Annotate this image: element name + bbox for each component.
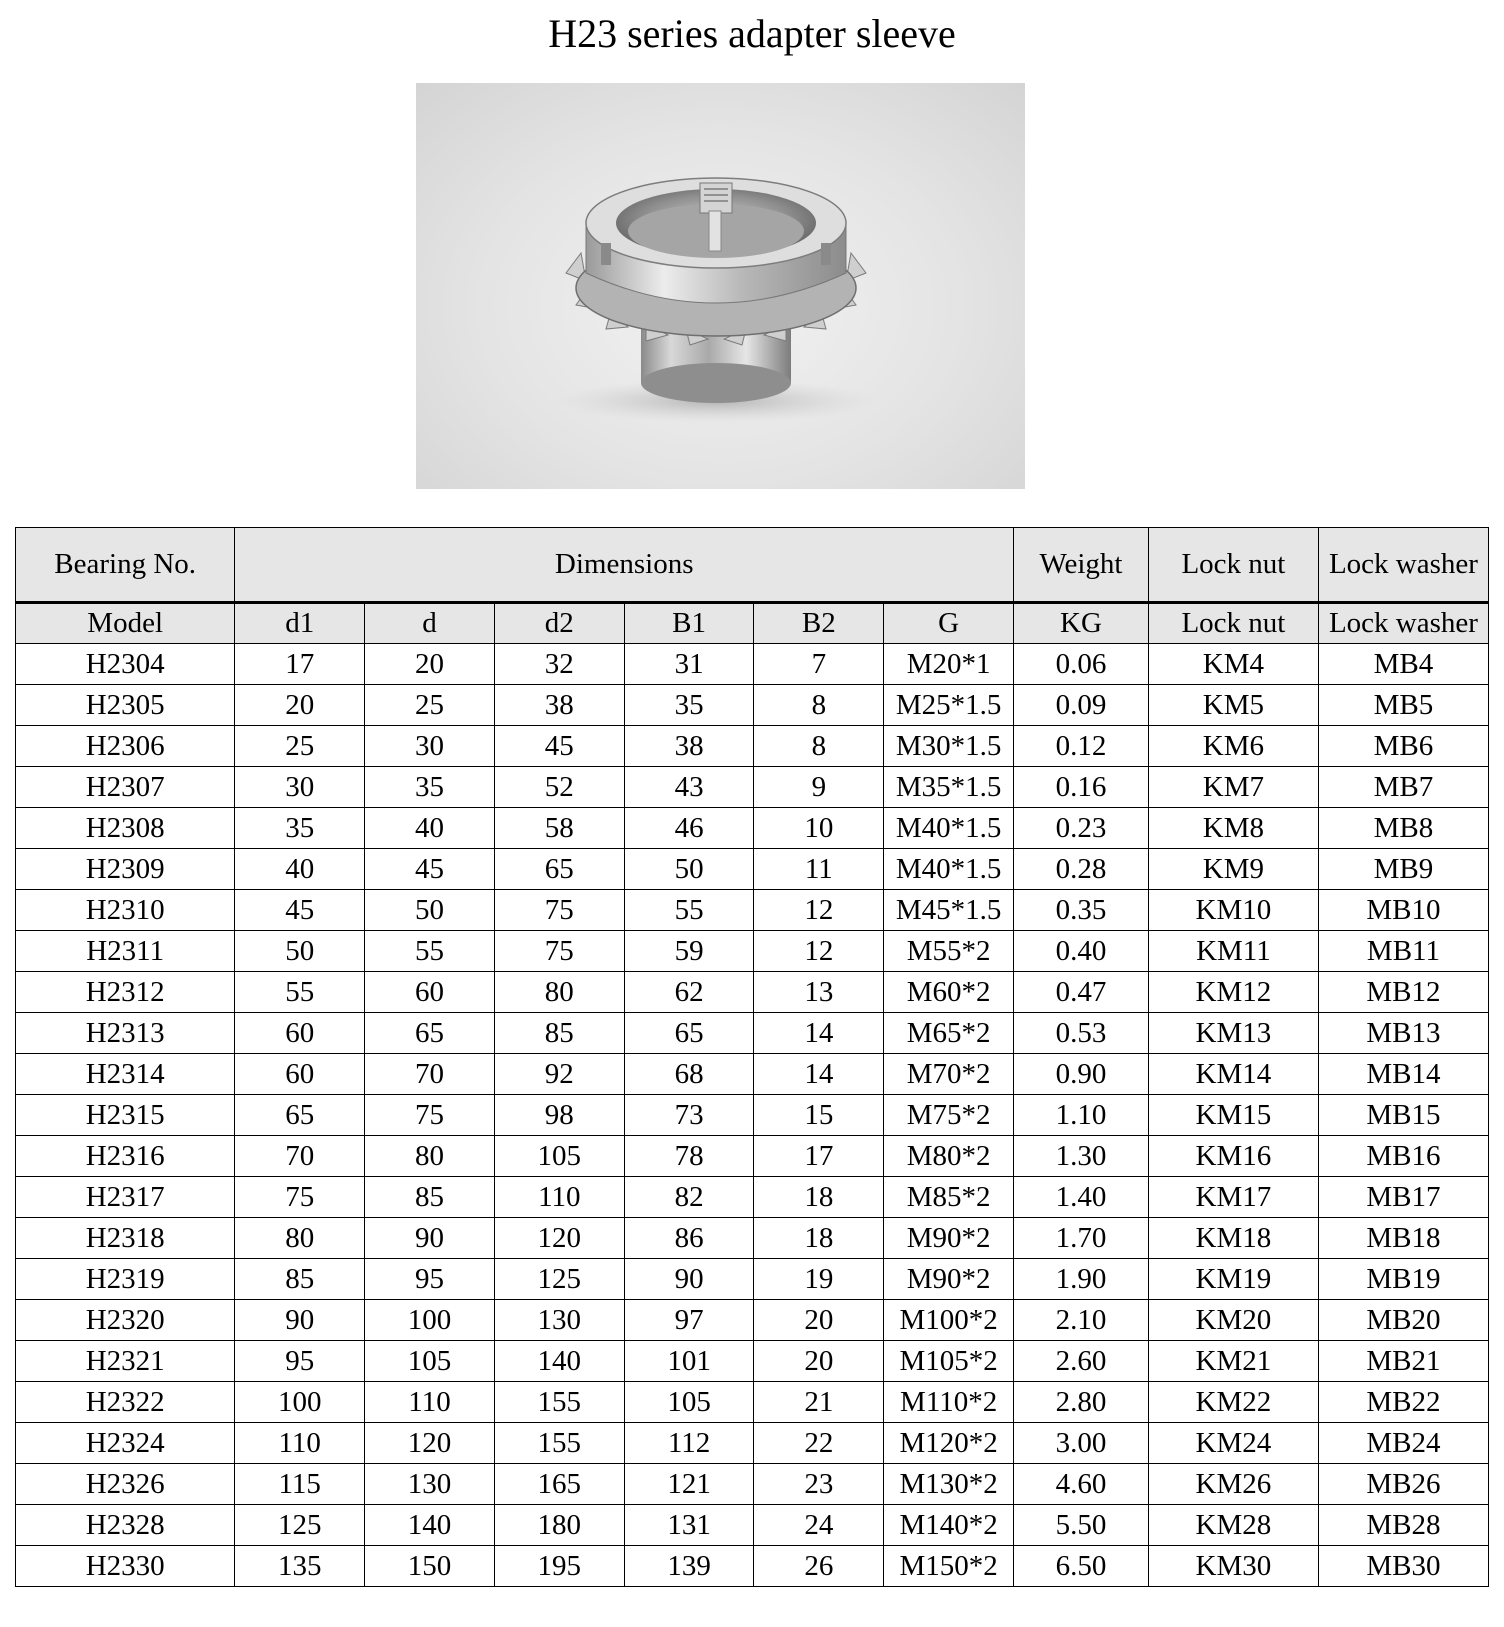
table-cell: MB12	[1318, 972, 1488, 1013]
table-cell: 22	[754, 1423, 884, 1464]
table-cell: H2313	[16, 1013, 235, 1054]
table-cell: 75	[494, 931, 624, 972]
table-cell: 100	[235, 1382, 365, 1423]
table-cell: 180	[494, 1505, 624, 1546]
table-cell: M20*1	[884, 644, 1014, 685]
table-cell: 82	[624, 1177, 754, 1218]
table-cell: H2310	[16, 890, 235, 931]
table-cell: 55	[365, 931, 495, 972]
table-cell: M90*2	[884, 1218, 1014, 1259]
table-cell: 52	[494, 767, 624, 808]
table-row	[16, 644, 1489, 685]
table-cell: KM6	[1148, 726, 1318, 767]
table-cell: 85	[235, 1259, 365, 1300]
table-cell: 135	[235, 1546, 365, 1587]
table-cell: KM22	[1148, 1382, 1318, 1423]
table-cell: 32	[494, 644, 624, 685]
table-cell: 0.06	[1014, 644, 1149, 685]
table-cell: 105	[494, 1136, 624, 1177]
table-cell: KM19	[1148, 1259, 1318, 1300]
table-cell: KM4	[1148, 644, 1318, 685]
table-cell: MB20	[1318, 1300, 1488, 1341]
table-cell: 20	[754, 1300, 884, 1341]
table-cell: 125	[235, 1505, 365, 1546]
table-cell: 75	[494, 890, 624, 931]
table-cell: M60*2	[884, 972, 1014, 1013]
table-cell: 30	[235, 767, 365, 808]
table-cell: H2308	[16, 808, 235, 849]
table-cell: M85*2	[884, 1177, 1014, 1218]
table-cell: 0.40	[1014, 931, 1149, 972]
table-cell: KM14	[1148, 1054, 1318, 1095]
table-cell: 20	[235, 685, 365, 726]
table-cell: M35*1.5	[884, 767, 1014, 808]
table-cell: H2324	[16, 1423, 235, 1464]
table-cell: 31	[624, 644, 754, 685]
table-cell: H2312	[16, 972, 235, 1013]
table-cell: H2311	[16, 931, 235, 972]
table-cell: 0.16	[1014, 767, 1149, 808]
table-cell: 125	[494, 1259, 624, 1300]
table-cell: 80	[494, 972, 624, 1013]
table-cell: KM16	[1148, 1136, 1318, 1177]
table-cell: 19	[754, 1259, 884, 1300]
column-header: G	[884, 603, 1014, 644]
table-cell: M105*2	[884, 1341, 1014, 1382]
table-row	[16, 1218, 1489, 1259]
table-cell: MB7	[1318, 767, 1488, 808]
table-cell: 131	[624, 1505, 754, 1546]
table-cell: M40*1.5	[884, 808, 1014, 849]
table-cell: 100	[365, 1300, 495, 1341]
table-cell: H2304	[16, 644, 235, 685]
table-cell: 5.50	[1014, 1505, 1149, 1546]
column-header: Model	[16, 603, 235, 644]
table-cell: 14	[754, 1013, 884, 1054]
table-cell: M130*2	[884, 1464, 1014, 1505]
table-cell: 95	[365, 1259, 495, 1300]
table-cell: KM18	[1148, 1218, 1318, 1259]
table-cell: 0.35	[1014, 890, 1149, 931]
table-cell: 14	[754, 1054, 884, 1095]
table-cell: 110	[235, 1423, 365, 1464]
table-cell: 85	[365, 1177, 495, 1218]
table-cell: 105	[365, 1341, 495, 1382]
table-cell: 23	[754, 1464, 884, 1505]
table-cell: 45	[365, 849, 495, 890]
column-header: d	[365, 603, 495, 644]
lock-washer-header: Lock washer	[1318, 528, 1488, 603]
table-row	[16, 1423, 1489, 1464]
table-row	[16, 1505, 1489, 1546]
table-cell: 1.10	[1014, 1095, 1149, 1136]
table-cell: 15	[754, 1095, 884, 1136]
table-cell: H2306	[16, 726, 235, 767]
table-cell: H2309	[16, 849, 235, 890]
table-cell: KM8	[1148, 808, 1318, 849]
table-cell: 50	[624, 849, 754, 890]
table-cell: M110*2	[884, 1382, 1014, 1423]
table-cell: 0.28	[1014, 849, 1149, 890]
table-cell: 90	[624, 1259, 754, 1300]
table-cell: MB19	[1318, 1259, 1488, 1300]
table-cell: 30	[365, 726, 495, 767]
table-cell: H2321	[16, 1341, 235, 1382]
table-cell: KM28	[1148, 1505, 1318, 1546]
table-cell: MB13	[1318, 1013, 1488, 1054]
table-cell: 60	[235, 1054, 365, 1095]
page-title: H23 series adapter sleeve	[548, 11, 956, 56]
table-row	[16, 931, 1489, 972]
table-cell: 110	[365, 1382, 495, 1423]
table-row	[16, 1054, 1489, 1095]
table-cell: 140	[365, 1505, 495, 1546]
table-cell: 80	[235, 1218, 365, 1259]
table-cell: M70*2	[884, 1054, 1014, 1095]
spec-table	[15, 527, 1489, 1587]
table-row	[16, 1382, 1489, 1423]
table-cell: 59	[624, 931, 754, 972]
table-cell: MB10	[1318, 890, 1488, 931]
column-header: Lock washer	[1318, 603, 1488, 644]
table-cell: 65	[624, 1013, 754, 1054]
table-cell: 95	[235, 1341, 365, 1382]
column-header: KG	[1014, 603, 1149, 644]
table-cell: 139	[624, 1546, 754, 1587]
table-cell: 13	[754, 972, 884, 1013]
table-cell: 20	[754, 1341, 884, 1382]
table-cell: MB26	[1318, 1464, 1488, 1505]
table-row	[16, 808, 1489, 849]
table-cell: 78	[624, 1136, 754, 1177]
table-cell: MB24	[1318, 1423, 1488, 1464]
table-cell: 120	[494, 1218, 624, 1259]
table-cell: 80	[365, 1136, 495, 1177]
table-cell: 0.23	[1014, 808, 1149, 849]
table-cell: M80*2	[884, 1136, 1014, 1177]
table-cell: 0.09	[1014, 685, 1149, 726]
table-cell: MB21	[1318, 1341, 1488, 1382]
table-cell: 24	[754, 1505, 884, 1546]
table-cell: 65	[365, 1013, 495, 1054]
table-cell: 60	[235, 1013, 365, 1054]
table-cell: 2.80	[1014, 1382, 1149, 1423]
table-cell: H2319	[16, 1259, 235, 1300]
table-cell: 46	[624, 808, 754, 849]
table-cell: 17	[235, 644, 365, 685]
table-cell: 1.40	[1014, 1177, 1149, 1218]
table-cell: MB4	[1318, 644, 1488, 685]
table-cell: 120	[365, 1423, 495, 1464]
table-cell: H2318	[16, 1218, 235, 1259]
table-cell: 1.90	[1014, 1259, 1149, 1300]
table-cell: 60	[365, 972, 495, 1013]
table-cell: 1.70	[1014, 1218, 1149, 1259]
table-row	[16, 1136, 1489, 1177]
table-cell: M45*1.5	[884, 890, 1014, 931]
table-cell: 11	[754, 849, 884, 890]
table-cell: 65	[235, 1095, 365, 1136]
lock-nut-header: Lock nut	[1148, 528, 1318, 603]
table-cell: KM24	[1148, 1423, 1318, 1464]
table-cell: 150	[365, 1546, 495, 1587]
table-cell: 10	[754, 808, 884, 849]
table-cell: M120*2	[884, 1423, 1014, 1464]
column-header: Lock nut	[1148, 603, 1318, 644]
table-cell: 130	[494, 1300, 624, 1341]
table-row	[16, 1177, 1489, 1218]
table-row	[16, 972, 1489, 1013]
table-cell: 65	[494, 849, 624, 890]
table-cell: H2328	[16, 1505, 235, 1546]
table-cell: KM9	[1148, 849, 1318, 890]
table-cell: M40*1.5	[884, 849, 1014, 890]
table-cell: M150*2	[884, 1546, 1014, 1587]
table-cell: MB18	[1318, 1218, 1488, 1259]
table-cell: 3.00	[1014, 1423, 1149, 1464]
table-cell: KM26	[1148, 1464, 1318, 1505]
table-cell: 35	[365, 767, 495, 808]
table-cell: 155	[494, 1382, 624, 1423]
table-cell: 112	[624, 1423, 754, 1464]
table-cell: 121	[624, 1464, 754, 1505]
table-cell: H2314	[16, 1054, 235, 1095]
table-cell: 90	[365, 1218, 495, 1259]
table-cell: H2330	[16, 1546, 235, 1587]
table-cell: 0.12	[1014, 726, 1149, 767]
table-cell: 4.60	[1014, 1464, 1149, 1505]
table-cell: 0.90	[1014, 1054, 1149, 1095]
table-cell: M65*2	[884, 1013, 1014, 1054]
table-cell: 0.47	[1014, 972, 1149, 1013]
table-cell: 97	[624, 1300, 754, 1341]
table-cell: KM12	[1148, 972, 1318, 1013]
table-cell: 7	[754, 644, 884, 685]
table-row	[16, 726, 1489, 767]
table-row	[16, 1013, 1489, 1054]
table-cell: 110	[494, 1177, 624, 1218]
table-cell: KM7	[1148, 767, 1318, 808]
table-cell: 9	[754, 767, 884, 808]
table-cell: H2305	[16, 685, 235, 726]
table-cell: 18	[754, 1177, 884, 1218]
table-cell: 50	[365, 890, 495, 931]
table-cell: 50	[235, 931, 365, 972]
table-row	[16, 1464, 1489, 1505]
table-cell: MB28	[1318, 1505, 1488, 1546]
group-header-row	[16, 528, 1489, 603]
table-cell: 155	[494, 1423, 624, 1464]
table-cell: 25	[235, 726, 365, 767]
table-cell: KM20	[1148, 1300, 1318, 1341]
table-cell: MB17	[1318, 1177, 1488, 1218]
table-cell: 38	[494, 685, 624, 726]
table-cell: 0.53	[1014, 1013, 1149, 1054]
table-cell: KM17	[1148, 1177, 1318, 1218]
table-row	[16, 1341, 1489, 1382]
table-row	[16, 767, 1489, 808]
table-cell: 17	[754, 1136, 884, 1177]
table-cell: 70	[235, 1136, 365, 1177]
table-cell: 130	[365, 1464, 495, 1505]
weight-header: Weight	[1014, 528, 1149, 603]
table-cell: H2322	[16, 1382, 235, 1423]
table-cell: 140	[494, 1341, 624, 1382]
table-cell: 58	[494, 808, 624, 849]
table-cell: KM21	[1148, 1341, 1318, 1382]
table-cell: 8	[754, 726, 884, 767]
table-cell: 55	[624, 890, 754, 931]
table-cell: MB6	[1318, 726, 1488, 767]
table-cell: 18	[754, 1218, 884, 1259]
table-cell: KM5	[1148, 685, 1318, 726]
table-cell: 75	[365, 1095, 495, 1136]
table-row	[16, 1095, 1489, 1136]
table-cell: KM15	[1148, 1095, 1318, 1136]
table-cell: 8	[754, 685, 884, 726]
table-cell: 43	[624, 767, 754, 808]
table-cell: MB11	[1318, 931, 1488, 972]
table-cell: 62	[624, 972, 754, 1013]
table-cell: 105	[624, 1382, 754, 1423]
table-cell: MB22	[1318, 1382, 1488, 1423]
table-cell: 55	[235, 972, 365, 1013]
table-cell: KM11	[1148, 931, 1318, 972]
table-cell: MB9	[1318, 849, 1488, 890]
table-cell: 45	[235, 890, 365, 931]
table-cell: H2316	[16, 1136, 235, 1177]
table-cell: 2.10	[1014, 1300, 1149, 1341]
dimensions-header: Dimensions	[235, 528, 1014, 603]
column-header: B2	[754, 603, 884, 644]
table-cell: H2326	[16, 1464, 235, 1505]
table-cell: M100*2	[884, 1300, 1014, 1341]
table-row	[16, 1300, 1489, 1341]
table-cell: 12	[754, 890, 884, 931]
table-cell: 20	[365, 644, 495, 685]
table-cell: 86	[624, 1218, 754, 1259]
table-cell: MB30	[1318, 1546, 1488, 1587]
adapter-sleeve-illustration	[416, 83, 1025, 489]
table-cell: M90*2	[884, 1259, 1014, 1300]
table-cell: MB8	[1318, 808, 1488, 849]
table-cell: 75	[235, 1177, 365, 1218]
table-cell: 26	[754, 1546, 884, 1587]
table-cell: 101	[624, 1341, 754, 1382]
adapter-sleeve-photo	[416, 83, 1025, 489]
table-cell: M75*2	[884, 1095, 1014, 1136]
column-header-row	[16, 603, 1489, 644]
table-cell: H2320	[16, 1300, 235, 1341]
table-cell: 38	[624, 726, 754, 767]
table-cell: H2307	[16, 767, 235, 808]
table-cell: 45	[494, 726, 624, 767]
table-cell: MB16	[1318, 1136, 1488, 1177]
table-row	[16, 849, 1489, 890]
table-cell: 70	[365, 1054, 495, 1095]
table-cell: 40	[365, 808, 495, 849]
table-cell: 73	[624, 1095, 754, 1136]
table-cell: 1.30	[1014, 1136, 1149, 1177]
table-cell: 90	[235, 1300, 365, 1341]
table-cell: M25*1.5	[884, 685, 1014, 726]
table-cell: 92	[494, 1054, 624, 1095]
table-cell: H2315	[16, 1095, 235, 1136]
table-cell: 12	[754, 931, 884, 972]
table-cell: KM13	[1148, 1013, 1318, 1054]
table-row	[16, 890, 1489, 931]
table-cell: 195	[494, 1546, 624, 1587]
table-cell: 115	[235, 1464, 365, 1505]
table-row	[16, 1259, 1489, 1300]
table-cell: MB5	[1318, 685, 1488, 726]
column-header: d1	[235, 603, 365, 644]
table-cell: KM10	[1148, 890, 1318, 931]
table-cell: KM30	[1148, 1546, 1318, 1587]
column-header: d2	[494, 603, 624, 644]
table-cell: 2.60	[1014, 1341, 1149, 1382]
column-header: B1	[624, 603, 754, 644]
table-cell: 35	[624, 685, 754, 726]
table-cell: 21	[754, 1382, 884, 1423]
table-cell: 98	[494, 1095, 624, 1136]
table-cell: 25	[365, 685, 495, 726]
table-cell: MB15	[1318, 1095, 1488, 1136]
table-cell: M30*1.5	[884, 726, 1014, 767]
table-cell: 85	[494, 1013, 624, 1054]
table-row	[16, 1546, 1489, 1587]
table-cell: H2317	[16, 1177, 235, 1218]
table-cell: 40	[235, 849, 365, 890]
bearing-no-header: Bearing No.	[16, 528, 235, 603]
table-row	[16, 685, 1489, 726]
table-cell: M55*2	[884, 931, 1014, 972]
table-cell: 165	[494, 1464, 624, 1505]
table-cell: 35	[235, 808, 365, 849]
table-cell: MB14	[1318, 1054, 1488, 1095]
table-cell: 6.50	[1014, 1546, 1149, 1587]
table-cell: 68	[624, 1054, 754, 1095]
table-cell: M140*2	[884, 1505, 1014, 1546]
